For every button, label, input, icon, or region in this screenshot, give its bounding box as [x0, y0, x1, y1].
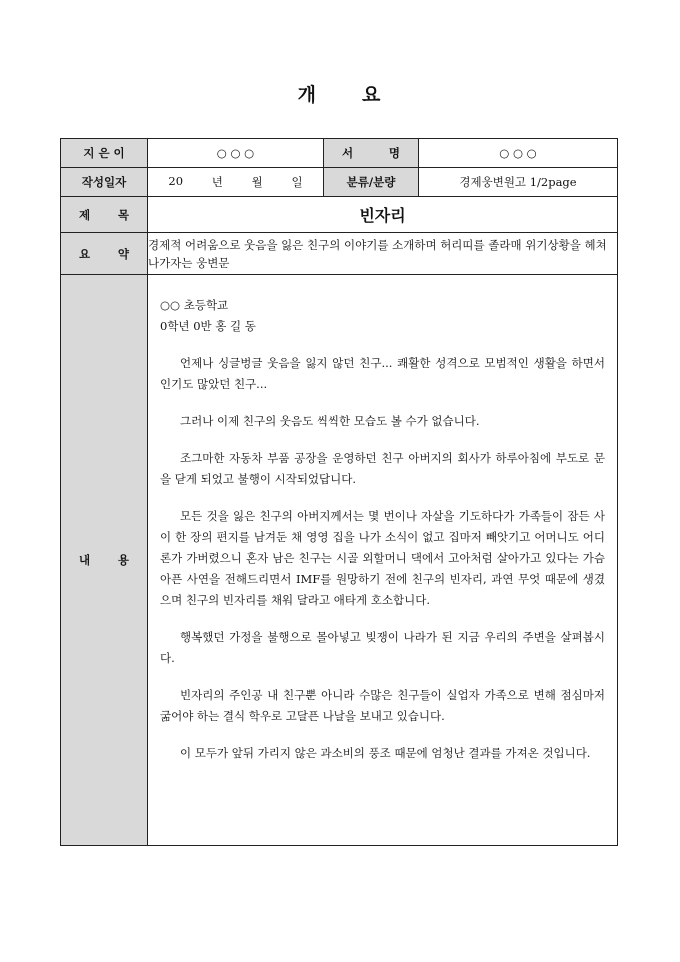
- overview-form: [60, 138, 618, 846]
- subject-value: 빈자리: [148, 197, 618, 233]
- category-label: 분류/분량: [324, 168, 419, 197]
- date-part: 년: [211, 175, 223, 189]
- subject-row: [61, 197, 618, 233]
- summary-value: 경제적 어려움으로 웃음을 잃은 친구의 이야기를 소개하며 허리띠를 졸라매 위기상황을 헤쳐나가자는 웅변문: [148, 233, 618, 275]
- date-value: [148, 168, 324, 197]
- student-line: 0학년 0반 홍 길 동: [160, 319, 256, 333]
- name-label: 서 명: [324, 139, 419, 168]
- content-paragraph: 그러나 이제 친구의 웃음도 씩씩한 모습도 볼 수가 없습니다.: [180, 414, 480, 428]
- content-label: 내 용: [61, 275, 148, 846]
- name-value: ○ ○ ○: [419, 139, 618, 168]
- date-part: 월: [251, 175, 263, 189]
- date-label: 작성일자: [61, 168, 148, 197]
- date-part: 일: [291, 175, 303, 189]
- summary-label: 요 약: [61, 233, 148, 275]
- author-label: 지 은 이: [61, 139, 148, 168]
- content-body: [148, 275, 618, 846]
- author-value: ○ ○ ○: [148, 139, 324, 168]
- page-title: [0, 80, 680, 107]
- content-paragraph: 행복했던 가정을 불행으로 몰아넣고 빚쟁이 나라가 된 지금 우리의 주변을 살펴봅시다.: [160, 630, 605, 665]
- date-part: 20: [168, 174, 184, 188]
- date-row: [61, 168, 618, 197]
- category-value: 경제웅변원고 1/2page: [419, 168, 618, 197]
- school-line: ○○ 초등학교: [160, 298, 229, 312]
- title-char-1: 개: [297, 84, 318, 106]
- summary-row: [61, 233, 618, 275]
- content-paragraph: 빈자리의 주인공 내 친구뿐 아니라 수많은 친구들이 실업자 가족으로 변해 점심마저 굶어야 하는 결식 학우로 고달픈 나날을 보내고 있습니다.: [160, 688, 605, 723]
- content-paragraph: 언제나 싱글벙글 웃음을 잃지 않던 친구... 쾌활한 성격으로 모범적인 생활을 하면서 인기도 많았던 친구...: [160, 356, 605, 391]
- title-char-2: 요: [362, 84, 383, 106]
- content-row: [61, 275, 618, 846]
- content-paragraph: 모든 것을 잃은 친구의 아버지께서는 몇 번이나 자살을 기도하다가 가족들이 잠든 사이 한 장의 편지를 남겨둔 채 영영 집을 나가 소식이 없고 집마저 빼앗기고 어머니도 어디론가 가버렸으니 혼자 남은 친구는 시골 외할머니 댁에서 고아처럼 살아가고 있다는 가슴 아픈 사연을 전해드리면서 IMF를 원망하기 전에 친구의 빈자리, 과연 무엇 때문에 생겼으며 친구의 빈자리를 채워 달라고 애타게 호소합니다.: [160, 509, 605, 607]
- author-row: [61, 139, 618, 168]
- content-paragraph: 조그마한 자동차 부품 공장을 운영하던 친구 아버지의 회사가 하루아침에 부도로 문을 닫게 되었고 불행이 시작되었답니다.: [160, 451, 605, 486]
- content-paragraph: 이 모두가 앞뒤 가리지 않은 과소비의 풍조 때문에 엄청난 결과를 가져온 것입니다.: [180, 746, 591, 760]
- subject-label: 제 목: [61, 197, 148, 233]
